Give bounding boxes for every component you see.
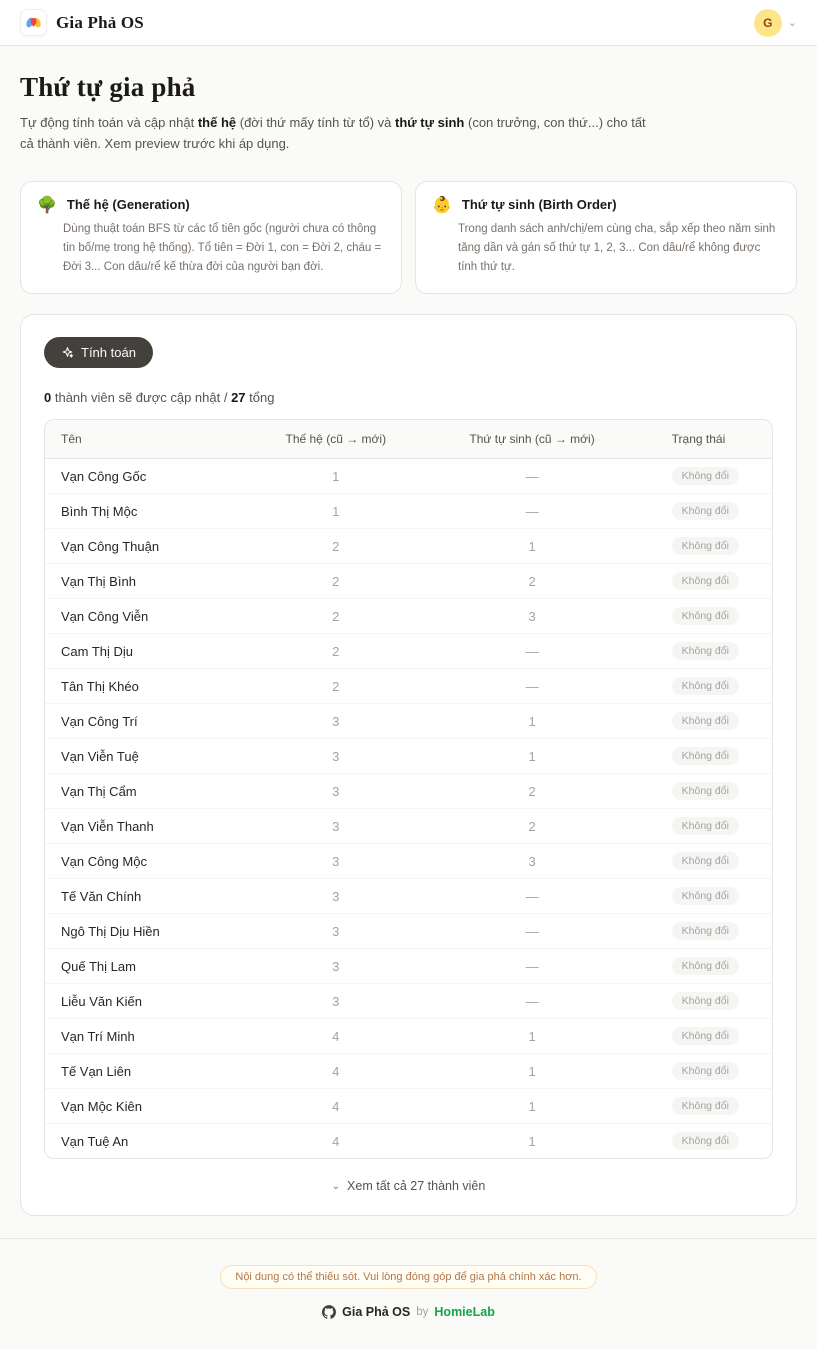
table-row xyxy=(45,704,772,739)
status-badge: Không đổi xyxy=(672,957,739,975)
generation-value: 3 xyxy=(263,879,408,914)
birth-order-value: 1 xyxy=(408,1054,655,1089)
member-name: Vạn Công Viễn xyxy=(45,599,263,634)
status-badge: Không đổi xyxy=(672,1097,739,1115)
birth-order-value: — xyxy=(408,984,655,1019)
birth-order-value: 3 xyxy=(408,844,655,879)
intro-bold-generation: thế hệ xyxy=(197,115,237,130)
page-footer xyxy=(0,1238,817,1349)
member-name: Vạn Công Mộc xyxy=(45,844,263,879)
member-name: Quế Thị Lam xyxy=(45,949,263,984)
credits-line xyxy=(0,1305,817,1319)
table-row xyxy=(45,844,772,879)
member-name: Liễu Văn Kiến xyxy=(45,984,263,1019)
homielab-link[interactable]: HomieLab xyxy=(434,1305,495,1320)
member-name: Vạn Công Thuận xyxy=(45,529,263,564)
birth-order-value: — xyxy=(408,459,655,494)
member-name: Tân Thị Khéo xyxy=(45,669,263,704)
generation-value: 1 xyxy=(263,459,408,494)
updated-count: 0 xyxy=(44,390,52,406)
generation-value: 4 xyxy=(263,1054,408,1089)
table-row xyxy=(45,914,772,949)
generation-value: 1 xyxy=(263,494,408,529)
generation-info-card xyxy=(20,181,402,295)
intro-text: (đời thứ mấy tính từ tổ) và xyxy=(236,115,395,130)
member-name: Tế Vạn Liên xyxy=(45,1054,263,1089)
baby-icon: 👶 xyxy=(432,196,452,214)
user-menu[interactable] xyxy=(754,9,797,37)
generation-card-body: Dùng thuật toán BFS từ các tổ tiên gốc (người chưa có thông tin bố/mẹ trong hệ thống). Tổ tiên = Đời 1, con = Đời 2, cháu = Đời 3... Con dâu/rể kế thừa đời của người bạn đời. xyxy=(63,223,382,274)
table-row xyxy=(45,529,772,564)
preview-table xyxy=(44,419,773,1159)
generation-value: 3 xyxy=(263,774,408,809)
table-row xyxy=(45,774,772,809)
status-badge: Không đổi xyxy=(672,537,739,555)
status-badge: Không đổi xyxy=(672,922,739,940)
table-row xyxy=(45,634,772,669)
status-badge: Không đổi xyxy=(672,817,739,835)
generation-value: 3 xyxy=(263,809,408,844)
generation-value: 4 xyxy=(263,1089,408,1124)
footer-brand: Gia Phả OS xyxy=(342,1305,411,1320)
status-badge: Không đổi xyxy=(672,887,739,905)
top-bar xyxy=(0,0,817,46)
table-row xyxy=(45,809,772,844)
birth-order-value: 2 xyxy=(408,774,655,809)
table-row xyxy=(45,494,772,529)
member-name: Vạn Công Trí xyxy=(45,704,263,739)
generation-value: 3 xyxy=(263,739,408,774)
column-header-name: Tên xyxy=(45,420,263,459)
calculate-button-label: Tính toán xyxy=(81,345,136,361)
birth-order-value: 1 xyxy=(408,704,655,739)
generation-value: 3 xyxy=(263,704,408,739)
birth-order-value: — xyxy=(408,879,655,914)
status-badge: Không đổi xyxy=(672,502,739,520)
generation-value: 3 xyxy=(263,949,408,984)
birth-order-value: 1 xyxy=(408,529,655,564)
table-row xyxy=(45,879,772,914)
generation-value: 2 xyxy=(263,669,408,704)
intro-text: (con trưởng, con thứ...) cho tất cả thành viên. Xem preview trước khi áp dụng. xyxy=(20,115,646,151)
member-name: Vạn Viễn Tuệ xyxy=(45,739,263,774)
status-badge: Không đổi xyxy=(672,572,739,590)
member-name: Vạn Viễn Thanh xyxy=(45,809,263,844)
show-all-label: Xem tất cả 27 thành viên xyxy=(347,1179,486,1194)
status-badge: Không đổi xyxy=(672,1132,739,1150)
avatar[interactable]: G xyxy=(754,9,782,37)
table-row xyxy=(45,564,772,599)
status-badge: Không đổi xyxy=(672,677,739,695)
status-badge: Không đổi xyxy=(672,747,739,765)
generation-value: 2 xyxy=(263,564,408,599)
status-badge: Không đổi xyxy=(672,467,739,485)
intro-text: Tự động tính toán và cập nhật xyxy=(20,115,198,130)
app-title: Gia Phả OS xyxy=(56,12,144,32)
birth-order-card-body: Trong danh sách anh/chị/em cùng cha, sắp xếp theo năm sinh tăng dần và gán số thứ tự 1, 2, 3... Con dâu/rể không được tính thứ tự. xyxy=(458,223,776,274)
generation-value: 2 xyxy=(263,529,408,564)
member-name: Vạn Thị Bình xyxy=(45,564,263,599)
member-name: Vạn Công Gốc xyxy=(45,459,263,494)
footer-by: by xyxy=(416,1306,429,1319)
preview-panel xyxy=(20,314,797,1216)
birth-order-value: — xyxy=(408,949,655,984)
birth-order-info-card xyxy=(415,181,797,295)
member-name: Vạn Tuệ An xyxy=(61,1133,129,1149)
status-badge: Không đổi xyxy=(672,642,739,660)
app-brand xyxy=(20,9,144,36)
member-name: Tế Văn Chính xyxy=(45,879,263,914)
github-icon[interactable] xyxy=(322,1305,336,1319)
sparkles-icon xyxy=(61,346,74,359)
member-name: Ngô Thị Dịu Hiền xyxy=(45,914,263,949)
page-title: Thứ tự gia phả xyxy=(20,72,196,102)
column-header-generation: Thế hệ (cũ → mới) xyxy=(263,420,408,459)
generation-value: 3 xyxy=(263,984,408,1019)
column-header-birth-order: Thứ tự sinh (cũ → mới) xyxy=(408,420,655,459)
generation-value: 2 xyxy=(263,634,408,669)
status-badge: Không đổi xyxy=(672,607,739,625)
birth-order-value: 3 xyxy=(408,599,655,634)
generation-value: 4 xyxy=(332,1133,340,1149)
birth-order-card-title: Thứ tự sinh (Birth Order) xyxy=(461,196,617,212)
generation-value: 3 xyxy=(263,844,408,879)
birth-order-value: 2 xyxy=(408,564,655,599)
birth-order-value: 1 xyxy=(408,739,655,774)
table-row xyxy=(45,599,772,634)
table-row xyxy=(45,1019,772,1054)
table-row xyxy=(45,459,772,494)
table-row xyxy=(45,1124,772,1159)
generation-value: 3 xyxy=(263,914,408,949)
summary-text: thành viên sẽ được cập nhật / xyxy=(51,390,232,406)
member-name: Cam Thị Dịu xyxy=(45,634,263,669)
update-summary xyxy=(44,390,773,405)
birth-order-value: 1 xyxy=(408,1089,655,1124)
status-badge: Không đổi xyxy=(672,712,739,730)
table-row xyxy=(45,1054,772,1089)
tree-icon: 🌳 xyxy=(37,196,57,214)
chevron-down-icon: ⌄ xyxy=(787,17,797,29)
calculate-button[interactable] xyxy=(44,337,153,368)
member-name: Vạn Thị Cẩm xyxy=(45,774,263,809)
table-row xyxy=(45,949,772,984)
info-cards xyxy=(20,181,797,295)
generation-value: 4 xyxy=(263,1019,408,1054)
birth-order-value: 1 xyxy=(408,1019,655,1054)
status-badge: Không đổi xyxy=(672,782,739,800)
birth-order-value: 2 xyxy=(408,809,655,844)
table-header-row xyxy=(45,420,772,459)
member-name: Bình Thị Mộc xyxy=(45,494,263,529)
intro-bold-birth-order: thứ tự sinh xyxy=(395,115,465,130)
column-header-status: Trạng thái xyxy=(656,420,772,459)
status-badge: Không đổi xyxy=(672,1027,739,1045)
generation-value: 2 xyxy=(263,599,408,634)
member-name: Vạn Trí Minh xyxy=(45,1019,263,1054)
birth-order-value: — xyxy=(408,669,655,704)
total-count: 27 xyxy=(231,390,246,406)
birth-order-value: — xyxy=(408,494,655,529)
birth-order-value: 1 xyxy=(528,1133,536,1149)
status-badge: Không đổi xyxy=(672,1062,739,1080)
show-all-members-button[interactable] xyxy=(44,1173,773,1195)
member-name: Vạn Mộc Kiên xyxy=(45,1089,263,1124)
app-logo-icon xyxy=(20,9,47,36)
status-badge: Không đổi xyxy=(672,992,739,1010)
status-badge: Không đổi xyxy=(672,852,739,870)
generation-card-title: Thế hệ (Generation) xyxy=(66,196,190,212)
disclaimer-pill: Nội dung có thể thiếu sót. Vui lòng đóng góp để gia phả chính xác hơn. xyxy=(220,1265,596,1289)
table-row xyxy=(45,984,772,1019)
summary-text: tổng xyxy=(245,390,275,406)
birth-order-value: — xyxy=(408,634,655,669)
table-row xyxy=(45,669,772,704)
chevron-down-icon: ⌄ xyxy=(331,1180,341,1192)
birth-order-value: — xyxy=(408,914,655,949)
page-intro xyxy=(20,113,660,155)
table-row xyxy=(45,1089,772,1124)
table-row xyxy=(45,739,772,774)
table-body xyxy=(45,459,772,1159)
